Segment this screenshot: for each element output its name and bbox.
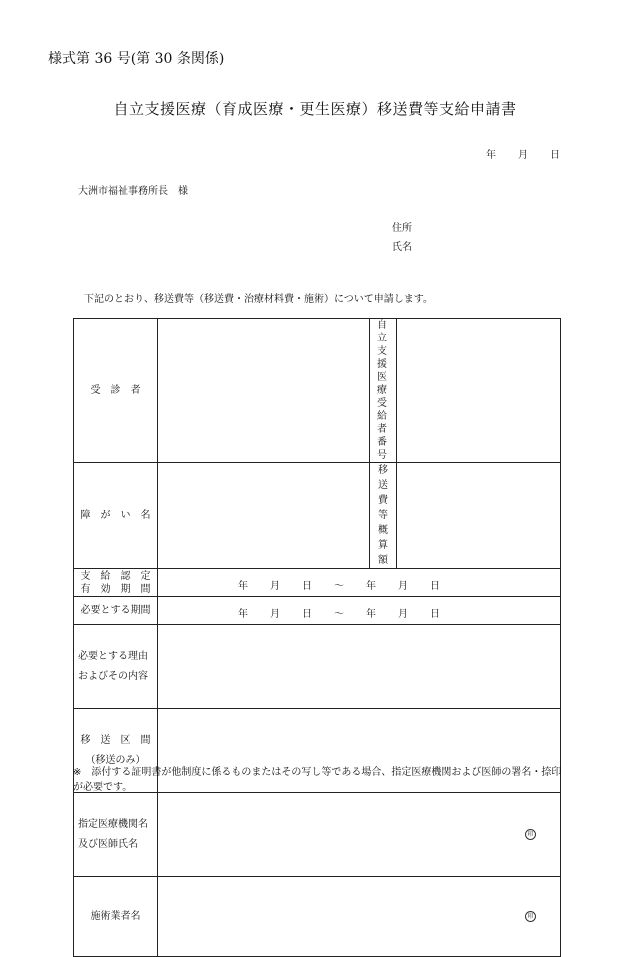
patient-label: 受 診 者 — [74, 319, 158, 463]
route-label: 移 送 区 間 （移送のみ） — [74, 709, 158, 793]
row-practitioner — [74, 877, 561, 957]
period-month-2: 月 — [398, 580, 408, 592]
period-tilde: ～ — [334, 608, 344, 620]
seal-mark-icon: 印 — [525, 829, 536, 840]
reason-label: 必要とする理由 およびその内容 — [74, 625, 158, 709]
disability-field[interactable] — [158, 463, 370, 569]
application-table — [73, 318, 561, 957]
recipient-number-label: 自立支援医療 受給者番号 — [370, 319, 397, 463]
patient-field[interactable] — [158, 319, 370, 463]
period-day-1: 日 — [302, 580, 312, 592]
period-day-1: 日 — [302, 608, 312, 620]
seal-mark-icon: 印 — [525, 911, 536, 922]
period-year-1: 年 — [238, 608, 248, 620]
date-line — [486, 146, 582, 161]
row-disability — [74, 463, 561, 569]
period-month-1: 月 — [270, 608, 280, 620]
address-label: 住所 — [392, 223, 412, 234]
period-month-2: 月 — [398, 608, 408, 620]
practitioner-label: 施術業者名 — [74, 877, 158, 957]
valid-period-label: 支 給 認 定 有 効 期 間 — [74, 569, 158, 597]
period-month-1: 月 — [270, 580, 280, 592]
institution-field[interactable] — [158, 793, 561, 877]
document-title: 自立支援医療（育成医療・更生医療）移送費等支給申請書 — [113, 100, 517, 118]
period-year-2: 年 — [366, 580, 376, 592]
period-day-2: 日 — [430, 608, 440, 620]
footnote: ※ 添付する証明書が他制度に係るものまたはその写し等である場合、指定医療機関および医師の署名・捺印が必要です。 — [73, 767, 562, 793]
row-required-period — [74, 597, 561, 625]
period-year-2: 年 — [366, 608, 376, 620]
row-reason — [74, 625, 561, 709]
estimated-cost-label: 移送費等概算額 — [370, 463, 397, 569]
required-period-field[interactable] — [158, 597, 561, 625]
row-institution — [74, 793, 561, 877]
recipient-number-field[interactable] — [397, 319, 561, 463]
institution-label: 指定医療機関名 及び医師氏名 — [74, 793, 158, 877]
valid-period-field[interactable] — [158, 569, 561, 597]
period-year-1: 年 — [238, 580, 248, 592]
period-day-2: 日 — [430, 580, 440, 592]
disability-label: 障 が い 名 — [74, 463, 158, 569]
reason-field[interactable] — [158, 625, 561, 709]
date-month-label: 月 — [518, 150, 528, 161]
required-period-label: 必要とする期間 — [74, 597, 158, 625]
date-year-label: 年 — [486, 150, 496, 161]
estimated-cost-field[interactable] — [397, 463, 561, 569]
date-day-label: 日 — [550, 150, 560, 161]
name-label: 氏名 — [392, 242, 412, 253]
row-patient — [74, 319, 561, 463]
form-number: 様式第 36 号(第 30 条関係) — [48, 51, 225, 67]
addressee: 大洲市福祉事務所長 様 — [78, 186, 188, 197]
intro-text: 下記のとおり、移送費等（移送費・治療材料費・施術）について申請します。 — [84, 294, 433, 305]
practitioner-field[interactable] — [158, 877, 561, 957]
period-tilde: ～ — [334, 580, 344, 592]
row-valid-period — [74, 569, 561, 597]
